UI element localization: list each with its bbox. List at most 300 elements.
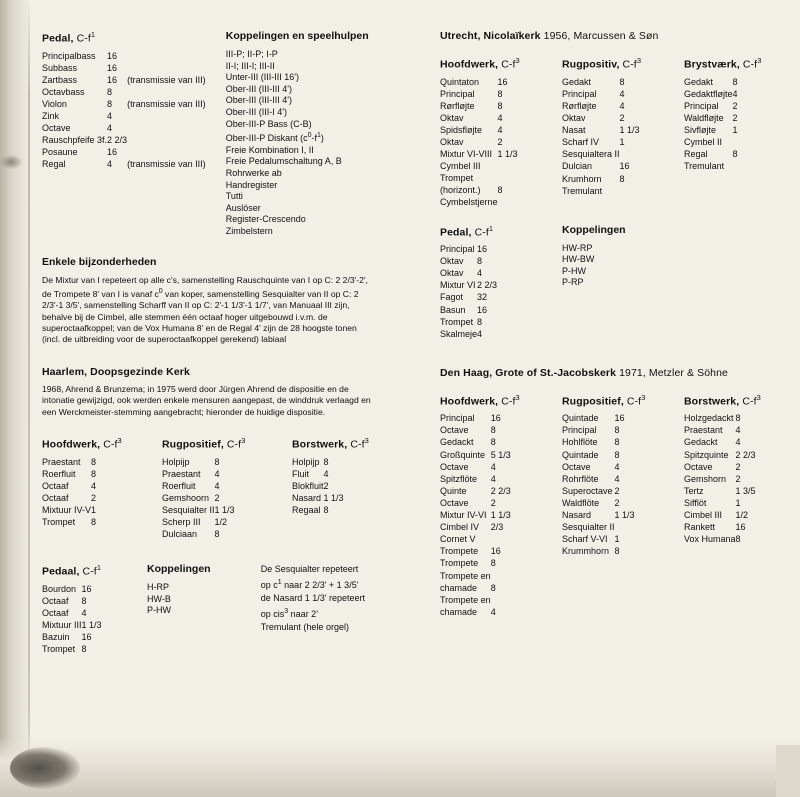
- stop-pitch: 16: [619, 161, 630, 172]
- haarlem-division-2-title: Borstwerk,: [292, 438, 348, 451]
- stop-name: chamade: [440, 582, 478, 593]
- list-item: HW-B: [147, 593, 171, 604]
- stop-pitch: 8: [614, 449, 620, 460]
- stop-pitch: 16: [477, 244, 488, 255]
- stop-pitch: [498, 197, 518, 209]
- stop-name: Dulcian: [562, 161, 593, 172]
- stop-row: [42, 469, 96, 481]
- haarlem-intro-paragraph: 1968, Ahrend & Brunzema; in 1975 werd door Jürgen Ahrend de dispositie en de intonatie gewijzigd, ook werden enkele mensuren aangepast, de winddruk verlaagd en een Werckmeister-stemming aangebracht; hieronder de huidige dispositie.: [42, 383, 371, 417]
- stop-pitch: [733, 137, 738, 149]
- stop-pitch: 16: [490, 546, 501, 557]
- utrecht-division-0-title: Hoofdwerk,: [440, 58, 499, 71]
- stop-name: Mixtuur III: [42, 619, 82, 630]
- stop-name: Oktav: [440, 256, 464, 267]
- stop-name: Rauschpfeife 3f.: [42, 135, 108, 146]
- stop-row: [562, 437, 635, 449]
- stop-name: Octaaf: [42, 480, 69, 491]
- utrecht-division-1-compass-sup: 3: [636, 56, 642, 65]
- stop-name: Fagot: [440, 292, 464, 303]
- stop-name: Quinte: [440, 485, 467, 496]
- stop-row: [440, 595, 511, 607]
- stop-name: Subbass: [42, 62, 78, 73]
- denhaag-division-0-compass-sup: 3: [515, 392, 520, 402]
- stop-name: Regal: [684, 149, 708, 160]
- stop-row: [440, 607, 511, 619]
- utrecht-division-2: [684, 56, 792, 210]
- denhaag-title: Den Haag, Grote of St.-Jacobskerk: [440, 366, 617, 379]
- stop-pitch: 8: [214, 529, 220, 540]
- stop-name: Principal: [562, 425, 597, 436]
- stop-row: [162, 493, 235, 505]
- stop-row: [42, 632, 102, 644]
- stop-pitch: 1: [735, 497, 741, 508]
- utrecht-pedal-stoplist: [440, 244, 497, 341]
- stop-row: [440, 292, 497, 304]
- stop-row: [684, 125, 738, 137]
- stop-name: Zink: [42, 110, 60, 121]
- list-item: Ober-III-P Diskant $(c^0-f^1)$: [225, 132, 324, 144]
- couplers-list: [226, 49, 392, 238]
- stop-pitch: 4: [497, 124, 503, 135]
- left-column: [42, 30, 392, 656]
- stop-row: [42, 608, 102, 620]
- stop-pitch: 16: [107, 62, 118, 73]
- stop-row: [440, 149, 518, 161]
- stop-row: [440, 77, 518, 89]
- couplers-block: [226, 30, 392, 238]
- stop-row: [42, 457, 96, 469]
- stop-pitch: 4: [214, 468, 220, 479]
- haarlem-division-2-compass: C-f: [350, 438, 365, 451]
- stop-pitch: 8: [614, 425, 620, 436]
- stop-row: [440, 486, 511, 498]
- stop-row: [42, 481, 96, 493]
- stop-pitch: 8: [614, 546, 620, 557]
- stop-pitch: 8: [497, 100, 503, 111]
- stop-pitch: 1: [614, 534, 620, 545]
- stop-pitch: 2: [619, 112, 625, 123]
- stop-name: Rørfløjte: [562, 100, 597, 111]
- stop-name: Cymbel II: [684, 136, 723, 147]
- stop-pitch: 8: [477, 256, 483, 267]
- stop-pitch: 8: [323, 504, 329, 515]
- list-item: H-RP: [147, 582, 169, 593]
- stop-row: [162, 457, 235, 469]
- stop-pitch: 8: [490, 425, 496, 436]
- list-item: II-I; III-I; III-II: [225, 60, 275, 71]
- stop-row: [440, 583, 511, 595]
- stop-row: [684, 137, 738, 149]
- stop-row: [42, 505, 96, 517]
- stop-name: Praestant: [42, 456, 81, 467]
- stop-pitch: 1: [732, 124, 738, 135]
- stop-name: Sesquialtera II: [562, 149, 620, 160]
- stop-name: Oktav: [440, 136, 464, 147]
- stop-name: Spidsfløjte: [440, 124, 483, 135]
- stop-row: [440, 413, 511, 425]
- stop-pitch: 1 1/3: [81, 619, 102, 630]
- stop-name: Mixtur VI-VIII: [440, 149, 493, 160]
- stop-pitch: 2: [614, 497, 620, 508]
- stop-row: [562, 425, 635, 437]
- stop-row: [562, 510, 635, 522]
- pedal-heading-compass: C-f: [76, 32, 91, 45]
- stop-pitch: 16: [477, 304, 488, 315]
- details-paragraph: De Mixtur van I repeteert op alle c's, samenstelling Rauschquinte van I op C: 2 2/3'-2', de Trompete 8' van I is vanaf $c^0$ van koper, samenstelling Sesquialter van II op C: 2 2/3'-1 3/5', samenstelling Scharff van II op C: 2'-1 1/3'-1 1/7', van Manuaal III zijn, behalve bij de Cimbel, alle stemmen één octaaf hoger uitgebouwd i.v.m. de superoctaafkoppel; van de Vox Humana 8' en de Regal 4' zijn de 28 hoogste tonen (incl. de uitbreiding voor de superoctaafkoppel gerekend) labiaal: [42, 274, 368, 345]
- right-column: [440, 30, 792, 619]
- page-left-edge-shadow: [0, 0, 30, 797]
- stop-row: [42, 620, 102, 632]
- stop-name: Praestant: [684, 425, 723, 436]
- utrecht-division-0-heading: [440, 56, 562, 71]
- stop-row: [684, 462, 756, 474]
- stop-row: [292, 457, 344, 469]
- stop-pitch: 2/3: [490, 522, 504, 533]
- stop-name: Holzgedackt: [684, 413, 734, 424]
- stop-row: [440, 571, 511, 583]
- stop-row: [684, 534, 756, 546]
- utrecht-division-1: [562, 56, 684, 210]
- stop-pitch: 1: [619, 136, 625, 147]
- list-item: Ober-III-P Bass (C-B): [225, 118, 312, 129]
- stop-pitch: 8: [735, 413, 741, 424]
- stop-row: [440, 317, 497, 329]
- stop-note: [127, 147, 206, 159]
- stop-pitch: 4: [735, 425, 741, 436]
- stop-pitch: [491, 534, 511, 546]
- stop-pitch: [620, 186, 640, 198]
- stop-row: [562, 474, 635, 486]
- stop-pitch: 16: [81, 583, 92, 594]
- stop-row: [440, 462, 511, 474]
- stop-name: Principal: [562, 88, 597, 99]
- stop-row: [42, 517, 96, 529]
- stop-name: Bourdon: [42, 583, 77, 594]
- stop-pitch: 16: [107, 147, 118, 158]
- stop-name: Vox Humana: [684, 534, 736, 545]
- denhaag-division-2-stoplist: [684, 413, 756, 546]
- stop-pitch: 4: [619, 88, 625, 99]
- scan-artifact-bottom-left: [10, 747, 80, 789]
- denhaag-division-1: [562, 393, 684, 619]
- stop-name: Scharf V-VI: [562, 534, 608, 545]
- pedal-heading-compass-sup: 1: [90, 30, 96, 39]
- stop-pitch: 8: [323, 456, 329, 467]
- stop-pitch: 4: [735, 437, 741, 448]
- stop-note: (transmissie van III): [127, 159, 206, 170]
- stop-name: Octave: [42, 123, 71, 134]
- stop-pitch: 2: [614, 485, 620, 496]
- denhaag-division-1-compass-sup: 3: [641, 392, 646, 402]
- stop-name: Trompete en: [440, 594, 491, 605]
- stop-row: [562, 149, 640, 161]
- haarlem-block: [42, 366, 392, 656]
- stop-row: [684, 113, 738, 125]
- list-item: HW-RP: [562, 242, 593, 253]
- utrecht-division-0-compass: C-f: [501, 58, 516, 71]
- list-item: Zimbelstern: [225, 225, 273, 236]
- stop-row: [562, 89, 640, 101]
- stop-pitch: 4: [497, 112, 503, 123]
- stop-pitch: 16: [497, 76, 508, 87]
- stop-row: [562, 113, 640, 125]
- stop-pitch: 2: [732, 100, 738, 111]
- denhaag-block: [440, 367, 792, 619]
- stop-row: [440, 534, 511, 546]
- stop-name: Trompete: [440, 558, 479, 569]
- stop-name: Waldfløjte: [684, 112, 724, 123]
- stop-row: [42, 51, 206, 63]
- stop-pitch: 4: [490, 606, 496, 617]
- stop-name: Tremulant: [684, 161, 725, 172]
- stop-name: Principalbass: [42, 50, 96, 61]
- stop-row: [440, 546, 511, 558]
- stop-note: [127, 111, 206, 123]
- stop-row: [684, 486, 756, 498]
- haarlem-pedal-compass: C-f: [82, 565, 97, 578]
- stop-row: [684, 510, 756, 522]
- stop-name: Tertz: [684, 485, 704, 496]
- utrecht-couplers-heading: Koppelingen: [562, 223, 626, 236]
- stop-pitch: 1: [91, 504, 97, 515]
- haarlem-pedal-title: Pedaal,: [42, 565, 80, 578]
- pedal-division-block: [42, 30, 226, 238]
- stop-name: Trompet: [42, 516, 76, 527]
- utrecht-couplers-block: [562, 224, 684, 341]
- stop-name: Rohrflöte: [562, 473, 599, 484]
- stop-row: [162, 517, 235, 529]
- stop-pitch: 2 2/3: [490, 485, 511, 496]
- stop-row: [292, 505, 344, 517]
- stop-pitch: 2: [735, 461, 741, 472]
- stop-row: [42, 75, 206, 87]
- denhaag-division-0-title: Hoofdwerk,: [440, 395, 499, 408]
- list-item: Tutti: [225, 191, 243, 202]
- stop-row: [440, 125, 518, 137]
- stop-name: Nasard: [292, 492, 322, 503]
- stop-note: [127, 63, 206, 75]
- haarlem-division-0-heading: [42, 436, 162, 451]
- utrecht-pedal-block: [440, 224, 562, 341]
- stop-pitch: [733, 161, 738, 173]
- stop-pitch: 2 2/3: [107, 135, 128, 146]
- couplers-heading: Koppelingen en speelhulpen: [225, 30, 369, 42]
- stop-name: Sesquialter II: [562, 522, 615, 533]
- haarlem-division-2-compass-sup: 3: [364, 436, 369, 446]
- stop-name: Posaune: [42, 147, 78, 158]
- denhaag-division-0-compass: C-f: [501, 395, 516, 408]
- stop-name: Holpijp: [292, 456, 320, 467]
- stop-row: [162, 481, 235, 493]
- denhaag-subtitle: 1971, Metzler & Söhne: [619, 366, 728, 379]
- stop-row: [684, 89, 738, 101]
- stop-name: Praestant: [162, 468, 201, 479]
- haarlem-division-2: [292, 436, 392, 541]
- stop-row: [440, 329, 497, 341]
- denhaag-division-0: [440, 393, 562, 619]
- stop-name: Oktav: [562, 112, 586, 123]
- stop-pitch: 4: [732, 88, 738, 99]
- stop-row: [440, 437, 511, 449]
- stop-pitch: 8: [732, 149, 738, 160]
- haarlem-division-0-stoplist: [42, 457, 96, 530]
- stop-row: [440, 197, 518, 209]
- stop-pitch: 8: [490, 582, 496, 593]
- stop-pitch: 1 1/3: [214, 504, 235, 515]
- haarlem-division-1-title: Rugpositief,: [162, 438, 224, 451]
- utrecht-division-0: [440, 56, 562, 210]
- stop-name: Scharf IV: [562, 136, 600, 147]
- haarlem-couplers-list: [147, 582, 261, 617]
- stop-name: Mixtur IV-VI: [440, 510, 487, 521]
- haarlem-notes-list: [261, 563, 392, 634]
- stop-name: Nasat: [562, 124, 586, 135]
- denhaag-division-2-compass: C-f: [742, 395, 757, 408]
- stop-name: Cimbel IV: [440, 522, 480, 533]
- stop-row: [562, 450, 635, 462]
- stop-pitch: 8: [477, 316, 483, 327]
- haarlem-division-0: [42, 436, 162, 541]
- list-item: Auslöser: [225, 202, 261, 213]
- haarlem-heading: Haarlem, Doopsgezinde Kerk: [42, 365, 190, 378]
- stop-name: Waldflöte: [562, 497, 600, 508]
- stop-row: [42, 111, 206, 123]
- utrecht-divisions-row: [440, 56, 792, 210]
- stop-row: [42, 644, 102, 656]
- stop-row: [562, 174, 640, 186]
- utrecht-division-1-stoplist: [562, 77, 640, 198]
- stop-name: Mixtuur IV-V: [42, 504, 92, 515]
- stop-name: Gedakt: [562, 76, 592, 87]
- stop-name: Sivfløjte: [684, 124, 717, 135]
- page-spine-line: [28, 0, 30, 797]
- haarlem-division-1-compass: C-f: [226, 438, 242, 451]
- stop-pitch: 4: [107, 159, 113, 170]
- stop-note: [127, 87, 206, 99]
- stop-row: [440, 89, 518, 101]
- denhaag-divisions-row: [440, 393, 792, 619]
- list-item: De Sesquialter repeteert: [260, 564, 359, 575]
- stop-row: [684, 450, 756, 462]
- stop-pitch: 2 2/3: [735, 449, 756, 460]
- stop-row: [440, 101, 518, 113]
- utrecht-pedal-compass: C-f: [474, 226, 489, 239]
- stop-name: Principal: [440, 88, 475, 99]
- stop-name: Cornet V: [440, 534, 476, 545]
- stop-name: Tremulant: [562, 185, 603, 196]
- stop-pitch: 2: [732, 112, 738, 123]
- haarlem-pedal-block: [42, 563, 147, 656]
- stop-row: [440, 450, 511, 462]
- utrecht-pedal-title: Pedal,: [440, 226, 472, 239]
- stop-row: [562, 498, 635, 510]
- stop-name: Cymbel III: [440, 161, 481, 172]
- stop-pitch: [620, 149, 640, 161]
- stop-name: Basun: [440, 304, 466, 315]
- denhaag-division-2-title: Borstwerk,: [684, 395, 740, 408]
- stop-pitch: 8: [614, 437, 620, 448]
- stop-name: Octavbass: [42, 86, 85, 97]
- stop-pitch: 4: [490, 473, 496, 484]
- stop-pitch: 16: [490, 413, 501, 424]
- haarlem-pedal-compass-sup: 1: [96, 563, 102, 573]
- haarlem-division-2-stoplist: [292, 457, 344, 517]
- pedal-heading-title: Pedal,: [42, 32, 74, 45]
- list-item: Rohrwerke ab: [225, 167, 282, 178]
- stop-row: [292, 481, 344, 493]
- stop-name: Trompet: [42, 644, 76, 655]
- stop-pitch: 2 2/3: [477, 280, 498, 291]
- stop-pitch: [615, 522, 635, 534]
- stop-pitch: 32: [477, 292, 488, 303]
- page-bottom-shadow: [0, 737, 800, 797]
- page-corner-cut: [776, 745, 800, 797]
- list-item: Unter-III (III-III 16'): [225, 72, 299, 83]
- stop-row: [42, 159, 206, 171]
- stop-row: [684, 437, 756, 449]
- stop-name: Mixtur VI: [440, 280, 476, 291]
- stop-name: Octaaf: [42, 595, 69, 606]
- haarlem-pedal-row: [42, 563, 392, 656]
- stop-row: [684, 149, 738, 161]
- stop-pitch: 4: [214, 480, 220, 491]
- stop-pitch: 16: [614, 413, 625, 424]
- utrecht-division-2-compass-sup: 3: [757, 56, 762, 65]
- utrecht-heading: [440, 30, 792, 42]
- haarlem-couplers-heading: Koppelingen: [147, 563, 211, 576]
- denhaag-division-2-compass-sup: 3: [756, 392, 761, 402]
- stop-row: [162, 469, 235, 481]
- stop-pitch: 2: [323, 480, 329, 491]
- stop-row: [440, 280, 497, 292]
- stop-name: Zartbass: [42, 74, 78, 85]
- stop-row: [440, 498, 511, 510]
- stop-name: Trompet: [440, 316, 474, 327]
- stop-name: Scherp III: [162, 516, 201, 527]
- stop-name: Bazuin: [42, 632, 70, 643]
- stop-row: [684, 425, 756, 437]
- stop-name: Rankett: [684, 522, 716, 533]
- stop-pitch: 2: [497, 136, 503, 147]
- stop-name: Sifflöt: [684, 497, 707, 508]
- stop-pitch: 16: [81, 632, 92, 643]
- stop-pitch: 8: [91, 468, 97, 479]
- stop-pitch: 1 1/3: [619, 124, 640, 135]
- utrecht-pedal-compass-sup: 1: [488, 223, 494, 233]
- stop-name: Octave: [440, 461, 469, 472]
- stop-name: Fluit: [292, 468, 310, 479]
- haarlem-division-0-title: Hoofdwerk,: [42, 438, 101, 451]
- stop-note: [127, 135, 206, 147]
- stop-pitch: 16: [735, 522, 746, 533]
- stop-row: [42, 596, 102, 608]
- stop-name: Octaaf: [42, 607, 69, 618]
- stop-pitch: 4: [619, 100, 625, 111]
- list-item: Ober-III (III-III 4'): [225, 95, 292, 106]
- stop-row: [562, 77, 640, 89]
- stop-pitch: 16: [107, 50, 118, 61]
- stop-row: [562, 137, 640, 149]
- stop-name: Rørfløjte: [440, 100, 475, 111]
- stop-row: [562, 101, 640, 113]
- haarlem-couplers-block: [147, 563, 261, 656]
- stop-row: [562, 522, 635, 534]
- stop-pitch: 4: [323, 468, 329, 479]
- stop-row: [440, 256, 497, 268]
- stop-pitch: 8: [214, 456, 220, 467]
- stop-pitch: 4: [91, 480, 97, 491]
- stop-row: [440, 305, 497, 317]
